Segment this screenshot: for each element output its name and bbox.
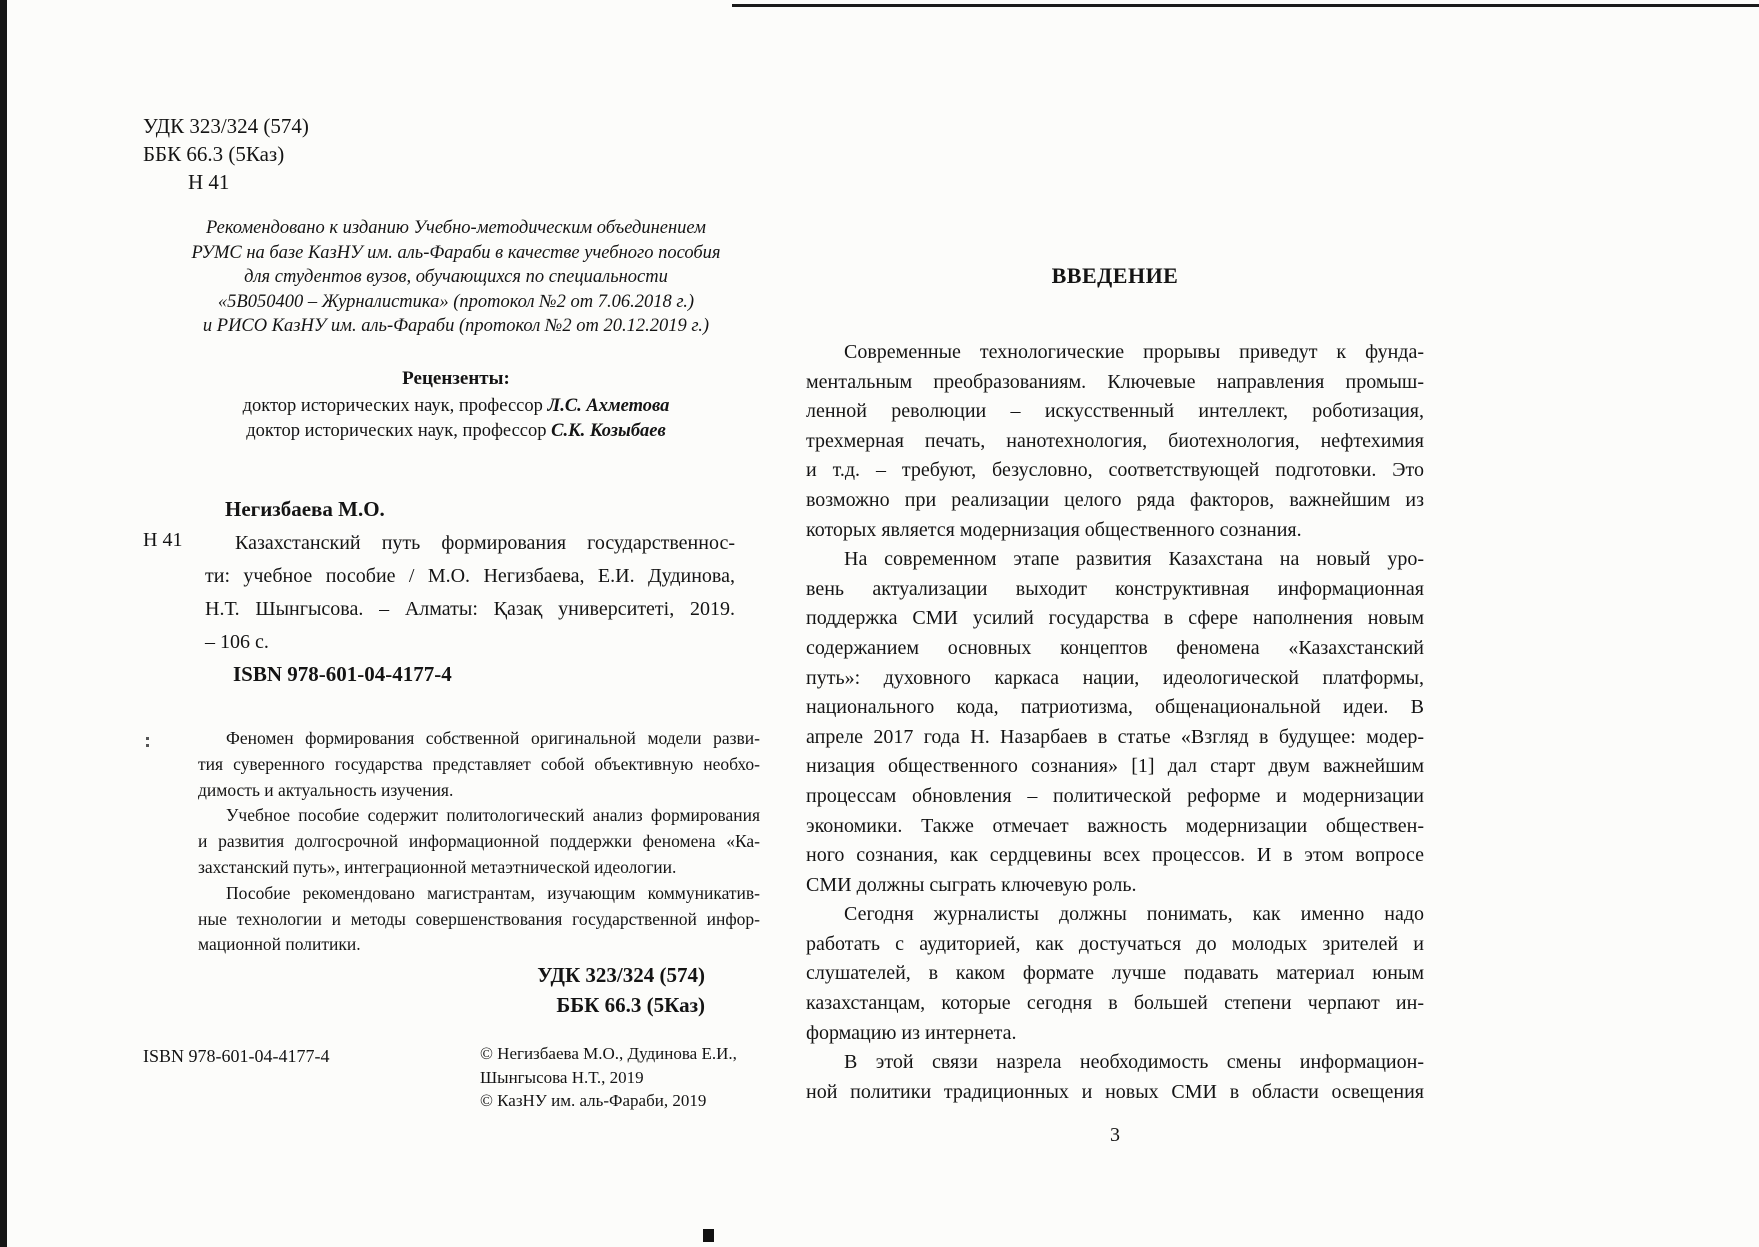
paragraph bbox=[198, 726, 760, 803]
paragraph bbox=[806, 338, 1424, 545]
text-line: вень актуализации выходит конструктивная информационная bbox=[806, 577, 1424, 600]
text-line: экономики. Также отмечает важность модернизации обществен- bbox=[806, 814, 1424, 837]
recommendation-note bbox=[150, 216, 762, 339]
scan-artifact-margin-speck bbox=[146, 737, 149, 740]
text-line: Учебное пособие содержит политологический анализ формирования bbox=[226, 805, 760, 826]
text-line: захстанский путь», интеграционной метаэтнической идеологии. bbox=[198, 856, 677, 877]
udk-code-top: УДК 323/324 (574) bbox=[143, 114, 309, 138]
copyright-line: © КазНУ им. аль-Фараби, 2019 bbox=[480, 1091, 707, 1110]
text-line: которых является модернизация общественного сознания. bbox=[806, 518, 1302, 541]
reviewers-heading: Рецензенты: bbox=[402, 368, 510, 389]
scan-artifact-left-edge-bar bbox=[0, 0, 7, 1247]
recommendation-line: РУМС на базе КазНУ им. аль-Фараби в качестве учебного пособия bbox=[191, 242, 721, 263]
text-line: ные технологии и методы совершенствования государственной инфор- bbox=[198, 908, 760, 929]
scan-artifact-bottom-mark bbox=[703, 1229, 714, 1242]
text-line: Пособие рекомендовано магистрантам, изучающим коммуникатив- bbox=[226, 882, 760, 903]
text-line: путь»: духовного каркаса нации, идеологической платформы, bbox=[806, 666, 1424, 689]
bibliographic-line: ти: учебное пособие / М.О. Негизбаева, Е.И. Дудинова, bbox=[205, 565, 735, 587]
text-line: и т.д. – требуют, безусловно, соответствующей подготовки. Это bbox=[806, 459, 1424, 482]
text-line: процессам обновления – политической реформе и модернизации bbox=[806, 784, 1424, 807]
udk-code-bottom: УДК 323/324 (574) bbox=[537, 963, 705, 987]
text-line: ного сознания, как сердцевины всех процессов. И в этом вопросе bbox=[806, 844, 1424, 867]
chapter-title: ВВЕДЕНИЕ bbox=[1051, 263, 1179, 288]
reviewer-name: С.К. Козыбаев bbox=[551, 421, 666, 441]
text-line: работать с аудиторией, как достучаться до молодых зрителей и bbox=[806, 932, 1424, 955]
text-line: тия суверенного государства представляет собой объективную необхо- bbox=[198, 753, 760, 774]
paragraph bbox=[806, 545, 1424, 900]
recommendation-line: «5В050400 – Журналистика» (протокол №2 от 7.06.2018 г.) bbox=[217, 291, 695, 312]
reviewers-block bbox=[150, 364, 762, 444]
text-line: димость и актуальность изучения. bbox=[198, 779, 454, 800]
text-line: мационной политики. bbox=[198, 934, 361, 955]
text-line: возможно при реализации целого ряда факторов, важнейшим из bbox=[806, 488, 1424, 511]
text-line: СМИ должны сыграть ключевую роль. bbox=[806, 873, 1137, 896]
bibliographic-record bbox=[205, 527, 735, 659]
text-line: трехмерная печать, нанотехнология, биотехнология, нефтехимия bbox=[806, 429, 1424, 452]
bibliographic-line: Н.Т. Шынгысова. – Алматы: Қазақ университеті, 2019. bbox=[205, 598, 735, 620]
text-line: ной политики традиционных и новых СМИ в области освещения bbox=[806, 1080, 1424, 1103]
bbk-code-top: ББК 66.3 (5Каз) bbox=[143, 142, 285, 166]
paragraph bbox=[806, 1048, 1424, 1107]
page-number: 3 bbox=[1110, 1124, 1120, 1146]
catalog-code-margin: Н 41 bbox=[143, 529, 183, 551]
reviewer-degree: доктор исторических наук, профессор bbox=[246, 421, 552, 441]
recommendation-line: Рекомендовано к изданию Учебно-методическим объединением bbox=[206, 218, 706, 238]
text-line: Современные технологические прорывы приведут к фунда- bbox=[844, 341, 1424, 363]
bibliographic-line: Казахстанский путь формирования государственнос- bbox=[235, 532, 735, 554]
isbn-footer: ISBN 978-601-04-4177-4 bbox=[143, 1046, 330, 1066]
text-line: содержанием основных концептов феномена «Казахстанский bbox=[806, 636, 1424, 659]
text-line: ментальным преобразованиям. Ключевые направления промыш- bbox=[806, 370, 1424, 393]
annotation-block bbox=[198, 726, 760, 958]
reviewer-degree: доктор исторических наук, профессор bbox=[242, 396, 548, 416]
text-line: формацию из интернета. bbox=[806, 1021, 1017, 1044]
text-line: ленной революции – искусственный интеллект, роботизация, bbox=[806, 400, 1424, 423]
text-line: национального кода, патриотизма, общенациональной идеи. В bbox=[806, 696, 1424, 719]
text-line: Феномен формирования собственной оригинальной модели разви- bbox=[226, 728, 760, 748]
paragraph bbox=[198, 881, 760, 958]
text-line: Сегодня журналисты должны понимать, как именно надо bbox=[844, 903, 1424, 926]
copyright-block bbox=[480, 1042, 737, 1113]
text-line: На современном этапе развития Казахстана на новый уро- bbox=[844, 548, 1424, 571]
author-heading: Негизбаева М.О. bbox=[225, 497, 385, 521]
bbk-code-bottom: ББК 66.3 (5Каз) bbox=[556, 993, 705, 1017]
copyright-line: © Негизбаева М.О., Дудинова Е.И., bbox=[480, 1044, 737, 1063]
reviewer-line bbox=[150, 394, 762, 419]
reviewer-line bbox=[150, 419, 762, 444]
isbn-bold: ISBN 978-601-04-4177-4 bbox=[233, 662, 452, 686]
scan-artifact-top-rule bbox=[732, 4, 1759, 7]
imprint-codes-top bbox=[143, 112, 309, 196]
bibliographic-line: – 106 с. bbox=[205, 631, 269, 653]
text-line: и развития долгосрочной информационной поддержки феномена «Ка- bbox=[198, 831, 760, 852]
recommendation-line: для студентов вузов, обучающихся по специальности bbox=[244, 267, 668, 288]
text-line: апреле 2017 года Н. Назарбаев в статье «Взгляд в будущее: модер- bbox=[806, 725, 1424, 748]
text-line: В этой связи назрела необходимость смены информацион- bbox=[844, 1051, 1424, 1074]
text-line: низация общественного сознания» [1] дал старт двум важнейшим bbox=[806, 755, 1424, 778]
recommendation-line: и РИСО КазНУ им. аль-Фараби (протокол №2 от 20.12.2019 г.) bbox=[202, 316, 710, 337]
copyright-line: Шынгысова Н.Т., 2019 bbox=[480, 1067, 644, 1087]
reviewer-name: Л.С. Ахметова bbox=[547, 396, 670, 416]
paragraph bbox=[198, 803, 760, 880]
text-line: слушателей, в каком формате лучше подавать материал юным bbox=[806, 962, 1424, 985]
chapter-body bbox=[806, 338, 1424, 1107]
text-line: казахстанцам, которые сегодня в большей степени черпают ин- bbox=[806, 992, 1424, 1015]
catalog-code-top: Н 41 bbox=[188, 170, 230, 194]
paragraph bbox=[806, 900, 1424, 1048]
imprint-codes-bottom bbox=[405, 960, 705, 1020]
text-line: поддержка СМИ усилий государства в сфере наполнения новым bbox=[806, 607, 1424, 630]
